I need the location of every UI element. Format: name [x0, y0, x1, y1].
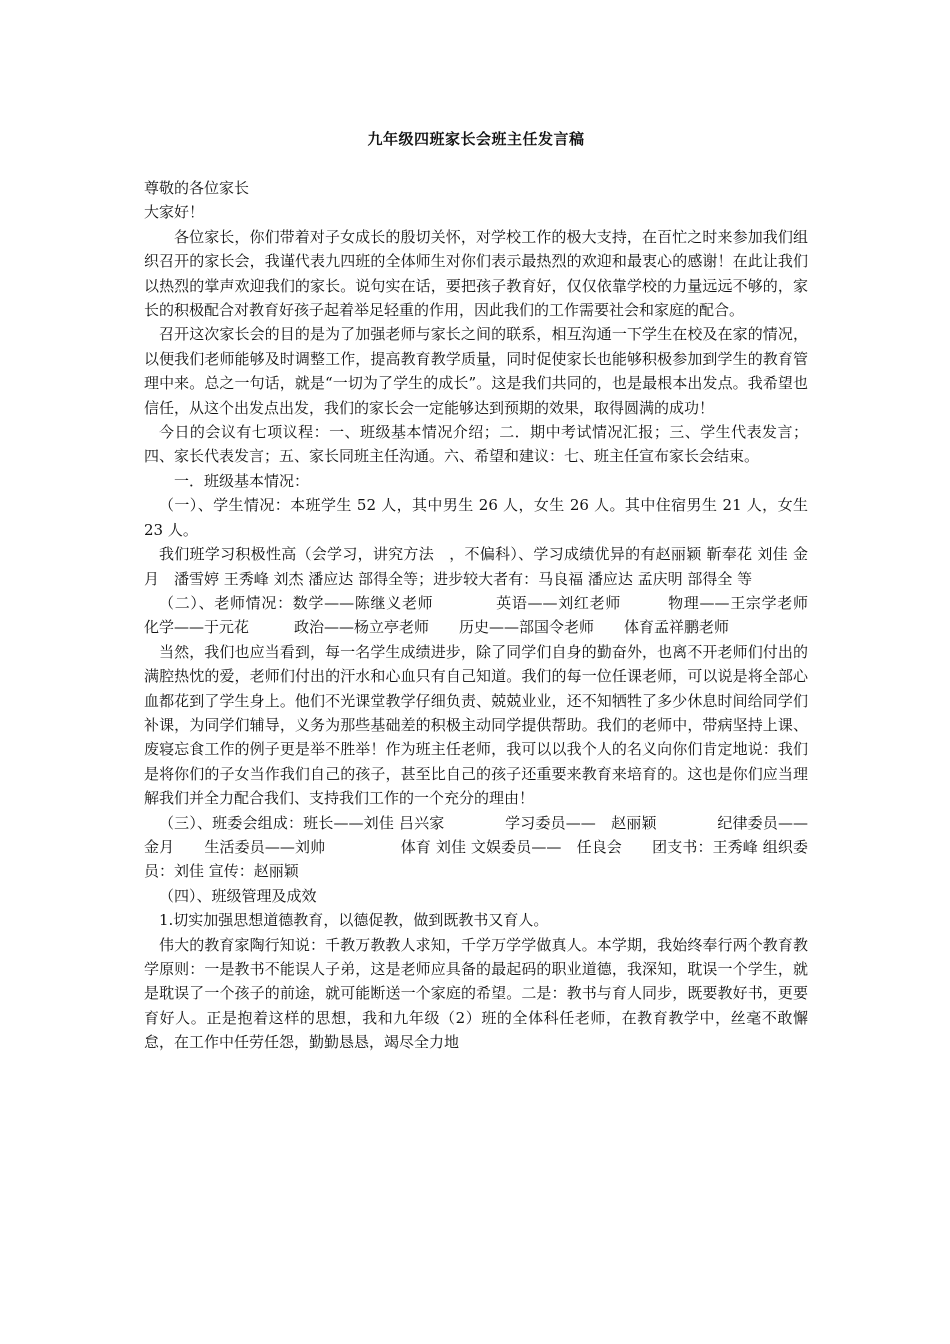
paragraph-welcome: 各位家长，你们带着对子女成长的殷切关怀，对学校工作的极大支持，在百忙之时来参加我们组织召开的家长会，我谨代表九四班的全体师生对你们表示最热烈的欢迎和最衷心的感谢！在此让我们以热烈的掌声欢迎我们的家长。说句实在话，要把孩子教育好，仅仅依靠学校的力量远远不够的，家长的积极配合对教育好孩子起着举足轻重的作用，因此我们的工作需要社会和家庭的配合。 — [144, 227, 808, 320]
salutation: 尊敬的各位家长 — [144, 179, 250, 197]
paragraph-agenda: 今日的会议有七项议程：一、班级基本情况介绍；二．期中考试情况汇报；三、学生代表发言；四、家长代表发言；五、家长同班主任沟通。六、希望和建议：七、班主任宣布家长会结束。 — [144, 423, 808, 466]
paragraph-class-committee: （三）、班委会组成：班长——刘佳 吕兴家 学习委员—— 赵丽颖 纪律委员—— 金月 生活委员——刘帅 体育 刘佳 文娱委员—— 任良会 团支书：王秀峰 组织委员：刘佳 宣传：赵丽颖 — [144, 813, 824, 881]
paragraph-teacher-praise: 当然，我们也应当看到，每一名学生成绩进步，除了同学们自身的勤奋外，也离不开老师们付出的满腔热忱的爱，老师们付出的汗水和心血只有自己知道。我们的每一位任课老师，可以说是将全部心血都花到了学生身上。他们不光课堂教学仔细负责、兢兢业业，还不知牺牲了多少休息时间给同学们补课，为同学们辅导，义务为那些基础差的积极主动同学提供帮助。我们的老师中，带病坚持上课、废寝忘食工作的例子更是举不胜举！作为班主任老师，我可以以我个人的名义向你们肯定地说：我们是将你们的子女当作我们自己的孩子，甚至比自己的孩子还重要来教育来培育的。这也是你们应当理解我们并全力配合我们、支持我们工作的一个充分的理由！ — [144, 642, 808, 808]
paragraph-tao-xingzhi: 伟大的教育家陶行知说：千教万教教人求知，千学万学学做真人。本学期，我始终奉行两个教育教学原则：一是教书不能误人子弟，这是老师应具备的最起码的职业道德，我深知，耽误一个学生，就是耽误了一个孩子的前途，就可能断送一个家庭的希望。二是：教书与育人同步，既要教好书，更要育好人。正是抱着这样的思想，我和九年级（2）班的全体科任老师，在教育教学中，丝毫不敢懈怠，在工作中任劳任怨，勤勤恳恳，竭尽全力地 — [144, 935, 808, 1052]
paragraph-purpose: 召开这次家长会的目的是为了加强老师与家长之间的联系，相互沟通一下学生在校及在家的情况，以便我们老师能够及时调整工作，提高教育教学质量，同时促使家长也能够积极参加到学生的教育管理中来。总之一句话，就是“一切为了学生的成长”。这是我们共同的，也是最根本出发点。我希望也信任，从这个出发点出发，我们的家长会一定能够达到预期的效果，取得圆满的成功！ — [144, 325, 808, 417]
document-title: 九年级四班家长会班主任发言稿 — [367, 130, 585, 148]
paragraph-top-students: 我们班学习积极性高（会学习，讲究方法 ，不偏科）、学习成绩优异的有赵丽颖 靳奉花 刘佳 金月 潘雪婷 王秀峰 刘杰 潘应达 部得全等；进步较大者有：马良福 潘应达 孟庆明 部得全 等 — [144, 545, 808, 588]
document-body — [144, 176, 839, 1055]
section-heading-class-info: 一．班级基本情况： — [174, 471, 310, 490]
subheading-moral-education: 1.切实加强思想道德教育，以德促教，做到既教书又育人。 — [159, 911, 549, 930]
greeting: 大家好！ — [144, 203, 205, 222]
section-heading-management: （四）、班级管理及成效 — [159, 886, 317, 905]
paragraph-student-info: （一）、学生情况：本班学生 52 人，其中男生 26 人，女生 26 人。其中住宿男生 21 人，女生 23 人。 — [144, 496, 808, 539]
paragraph-teachers: （二）、老师情况：数学——陈继义老师 英语——刘红老师 物理——王宗学老师 化学——于元花 政治——杨立亭老师 历史——部国令老师 体育孟祥鹏老师 — [144, 593, 839, 637]
